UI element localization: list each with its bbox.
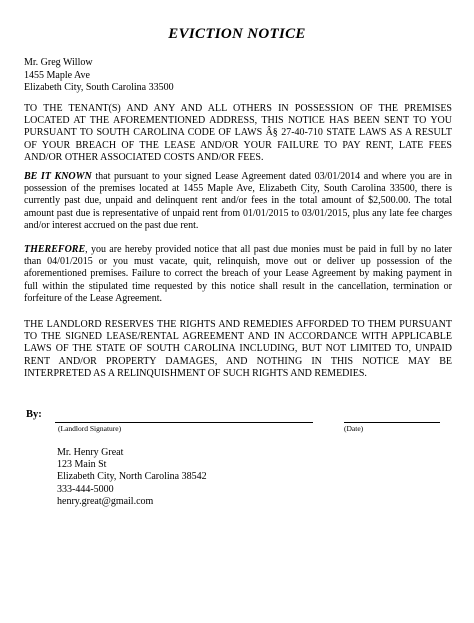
by-label: By: [26, 409, 42, 420]
tenant-address-block [24, 57, 174, 95]
landlord-phone: 333-444-5000 [57, 483, 114, 495]
therefore-paragraph [24, 244, 452, 305]
landlord-signature-line[interactable] [55, 422, 313, 423]
therefore-lead: THEREFORE [24, 244, 86, 255]
landlord-city-state-zip: Elizabeth City, North Carolina 38542 [57, 471, 207, 483]
be-it-known-body: that pursuant to your signed Lease Agreement dated 03/01/2014 and where you are in possession of the premises located at 1455 Maple Ave, Elizabeth City, South Carolina 33500, there is currently past due, unpaid and delinquent rent and/or fees in the total amount of $2,500.00. The total amount past due is representative of unpaid rent from 01/01/2015 to 03/01/2015, plus any late fee charges and/or interest accrued on the past due rent. [24, 171, 452, 231]
date-caption: (Date) [344, 424, 364, 433]
date-line[interactable] [344, 422, 440, 423]
therefore-body: , you are hereby provided notice that all past due monies must be paid in full by no later than 04/01/2015 or you must vacate, quit, relinquish, move out or deliver up possession of the aforementioned premises. Failure to correct the breach of your Lease Agreement by making payment in full within the stipulated time requested by this notice shall result in the cancellation, termination or forfeiture of the Lease Agreement. [24, 244, 452, 304]
landlord-name: Mr. Henry Great [57, 447, 124, 458]
landlord-street: 123 Main St [57, 459, 107, 471]
tenant-city-state-zip: Elizabeth City, South Carolina 33500 [24, 82, 174, 93]
be-it-known-lead: BE IT KNOWN [24, 171, 92, 182]
landlord-signature-caption: (Landlord Signature) [58, 424, 122, 433]
be-it-known-paragraph [24, 171, 452, 232]
landlord-address-block [57, 447, 207, 508]
rights-reserved-paragraph: THE LANDLORD RESERVES THE RIGHTS AND REMEDIES AFFORDED TO THEM PURSUANT TO THE SIGNED LEASE/RENTAL AGREEMENT AND IN ACCORDANCE WITH APPLICABLE LAWS OF THE STATE OF SOUTH CAROLINA INCLUDING, BUT NOT LIMITED TO, UNPAID RENT AND/OR PROPERTY DAMAGES, AND NOTHING IN THIS NOTICE MAY BE INTERPRETED AS A RELINQUISHMENT OF SUCH RIGHTS AND REMEDIES. [24, 319, 452, 379]
tenant-name: Mr. Greg Willow [24, 57, 93, 68]
intro-paragraph: TO THE TENANT(S) AND ANY AND ALL OTHERS IN POSSESSION OF THE PREMISES LOCATED AT THE AFOREMENTIONED ADDRESS, THIS NOTICE HAS BEEN SENT TO YOU PURSUANT TO SOUTH CAROLINA CODE OF LAWS Â§ 27-40-710 STATE LAWS AS A RESULT OF YOUR BREACH OF THE LEASE AND/OR YOUR FAILURE TO PAY RENT, LATE FEES AND/OR OTHER ASSOCIATED COSTS AND/OR FEES. [24, 103, 452, 163]
notice-title: EVICTION NOTICE [168, 26, 306, 42]
tenant-street: 1455 Maple Ave [24, 69, 90, 81]
landlord-email: henry.great@gmail.com [57, 495, 154, 507]
